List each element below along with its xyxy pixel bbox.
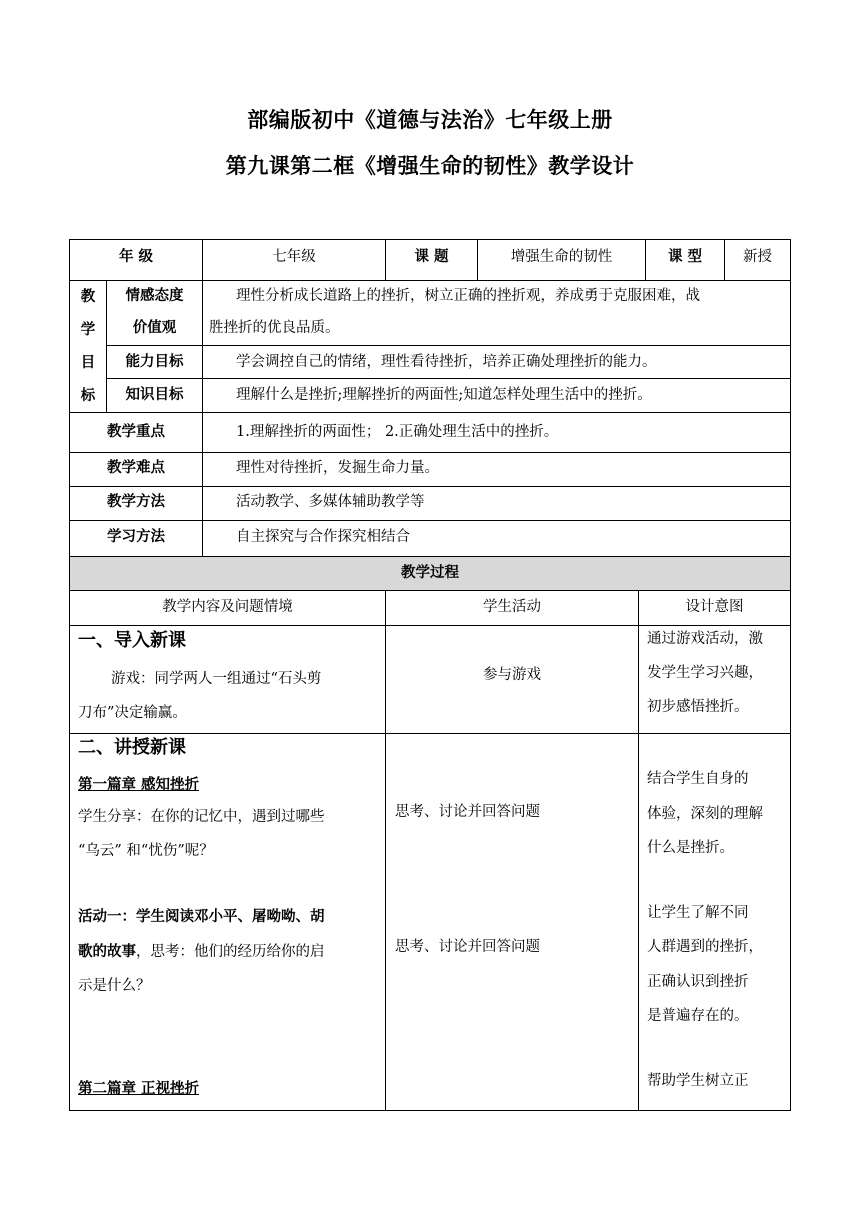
difficulty-label: 教学难点 <box>107 460 165 476</box>
chapter2-heading: 第二篇章 正视挫折 <box>78 1081 200 1097</box>
objectives-group-char: 学 <box>80 322 96 338</box>
lesson-intent-b: 让学生了解不同 <box>647 905 749 921</box>
difficulty-text: 理性对待挫折，发掘生命力量。 <box>236 460 439 476</box>
share-text-2: “乌云” 和“忧伤”呢？ <box>78 843 214 859</box>
grade-label: 年 级 <box>118 249 154 265</box>
intro-activity: 参与游戏 <box>483 667 541 683</box>
lesson-intent-b-2: 人群遇到的挫折， <box>647 939 763 955</box>
intro-heading: 一、导入新课 <box>78 630 186 651</box>
lesson-intent-a-3: 什么是挫折。 <box>647 840 734 856</box>
activity1-text-2 <box>78 935 325 969</box>
ability-text: 学会调控自己的情绪，理性看待挫折，培养正确处理挫折的能力。 <box>236 354 657 370</box>
objectives-group-char: 标 <box>80 388 96 404</box>
document-title-line2: 第九课第二框《增强生命的韧性》教学设计 <box>225 154 635 178</box>
emotion-label: 情感态度 <box>125 288 184 304</box>
emotion-text: 理性分析成长道路上的挫折，树立正确的挫折观，养成勇于克服困难，战 <box>236 288 700 304</box>
objectives-group-char: 教 <box>80 289 96 305</box>
emotion-label-2: 价值观 <box>132 320 177 336</box>
study-label: 学习方法 <box>107 529 165 545</box>
intro-intent-3: 初步感悟挫折。 <box>647 699 749 715</box>
key-points-text: 1.理解挫折的两面性； 2.正确处理生活中的挫折。 <box>236 424 559 440</box>
column-header-content: 教学内容及问题情境 <box>162 599 293 615</box>
topic-value: 增强生命的韧性 <box>510 249 613 265</box>
lesson-intent-b-4: 是普遍存在的。 <box>647 1008 749 1024</box>
intro-intent: 通过游戏活动，激 <box>647 631 763 647</box>
method-label: 教学方法 <box>107 494 165 510</box>
key-points-label: 教学重点 <box>107 424 165 440</box>
column-header-intent: 设计意图 <box>685 599 744 615</box>
activity1-bold-part: 歌的故事 <box>78 944 136 960</box>
intro-text: 游戏：同学两人一组通过“石头剪 <box>111 671 322 687</box>
ability-label: 能力目标 <box>125 354 184 370</box>
chapter1-heading: 第一篇章 感知挫折 <box>78 777 200 793</box>
intro-text-2: 刀布”决定输赢。 <box>78 705 187 721</box>
activity1-text: 活动一：学生阅读邓小平、屠呦呦、胡 <box>78 909 325 925</box>
share-text: 学生分享：在你的记忆中，遇到过哪些 <box>78 809 325 825</box>
lesson-intent-c: 帮助学生树立正 <box>647 1073 749 1089</box>
column-header-activity: 学生活动 <box>483 599 541 615</box>
study-text: 自主探究与合作探究相结合 <box>236 529 410 545</box>
type-value: 新授 <box>743 249 772 265</box>
lesson-activity-1: 思考、讨论并回答问题 <box>395 804 540 820</box>
topic-label: 课 题 <box>414 249 449 265</box>
activity1-rest-part: ，思考：他们的经历给你的启 <box>136 944 325 960</box>
document-title-line1: 部编版初中《道德与法治》七年级上册 <box>247 108 613 132</box>
lesson-intent-a-2: 体验，深刻的理解 <box>647 806 763 822</box>
knowledge-text: 理解什么是挫折;理解挫折的两面性;知道怎样处理生活中的挫折。 <box>236 387 652 403</box>
lesson-activity-2: 思考、讨论并回答问题 <box>395 939 540 955</box>
activity1-text-3: 示是什么？ <box>78 978 151 994</box>
knowledge-label: 知识目标 <box>125 387 184 403</box>
lesson-intent-a: 结合学生自身的 <box>647 771 749 787</box>
emotion-text-2: 胜挫折的优良品质。 <box>209 320 340 336</box>
objectives-group-char: 目 <box>80 355 96 371</box>
process-header: 教学过程 <box>401 565 459 581</box>
grade-value: 七年级 <box>272 249 316 265</box>
intro-intent-2: 发学生学习兴趣， <box>647 665 763 681</box>
lesson-intent-b-3: 正确认识到挫折 <box>647 974 749 990</box>
lesson-heading: 二、讲授新课 <box>78 737 186 758</box>
type-label: 课 型 <box>667 249 703 265</box>
method-text: 活动教学、多媒体辅助教学等 <box>236 494 425 510</box>
